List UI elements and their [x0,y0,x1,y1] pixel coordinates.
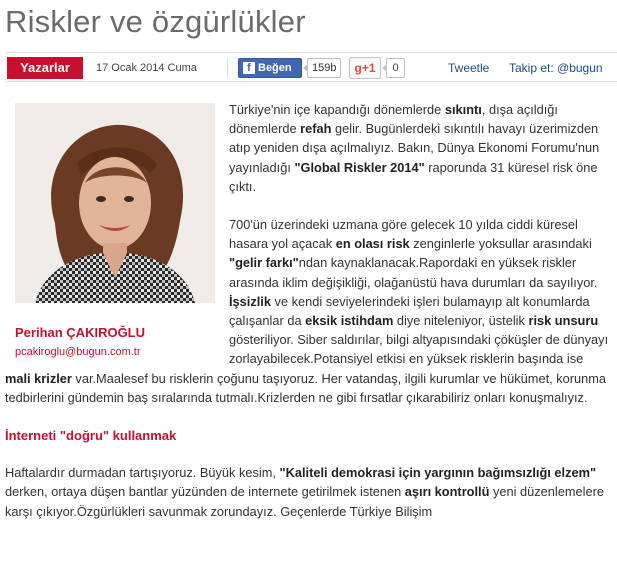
google-plus-button[interactable]: g+1 [349,57,381,79]
facebook-icon: f [243,62,255,74]
follow-link[interactable]: Takip et: @bugun [509,61,603,75]
category-badge[interactable]: Yazarlar [7,57,83,79]
article-paragraph-2: 700'ün üzerindeki uzmana göre gelecek 10 yılda ciddi küresel hasara yol açacak en olası risk zenginlerle yoksullar arasındaki "gelir farkı"ndan kaynaklanacak.Rapordaki en yüksek riskler arasında iklim değişikliği, olağanüstü hava durumları da sayılıyor. İşsizlik ve kendi seviyelerindeki işleri bulamayıp alt konumlarda çalışanlar da eksik istihdam diye niteleniyor, üstelik risk unsuru gösteriliyor. Siber saldırılar, bilgi altyapısındaki çöküşler de dünyayı zorlayabilecek.Potansiyel etkisi en yüksek risklerin başında ise mali krizler var.Maalesef bu risklerin çoğunu taşıyoruz. Her vatandaş, ilgili kurumlar ve hükümet, korunma tedbirlerini gündemin baş sıralarında tutmalı.Krizlerden ne gibi fırsatlar çıkarabiliriz onları konuşmalıyız. [5,217,609,405]
article-paragraph-1: Türkiye'nin içe kapandığı dönemlerde sıkıntı, dışa açıldığı dönemlerde refah gelir. Bugünlerdeki sıkıntılı havayı üzerimizden atıp yeniden dışa açılmalıyız. Bakın, Dünya Ekonomi Forumu'nun yayınladığı "Global Riskler 2014" raporunda 31 küresel risk öne çıktı. [229,102,600,194]
google-plus-count: 0 [386,58,405,78]
article-subheading: İnterneti "doğru" kullanmak [5,428,177,444]
author-box [5,100,217,370]
author-name: Perihan ÇAKIROĞLU [15,325,146,340]
facebook-like-label: Beğen [258,62,292,74]
facebook-like-button[interactable] [238,58,302,78]
author-email-link[interactable]: pcakiroglu@bugun.com.tr [15,346,141,358]
facebook-like-count: 159b [307,58,341,78]
author-photo [15,103,215,303]
author-portrait-icon [15,103,215,303]
article-date: 17 Ocak 2014 Cuma [96,62,197,74]
meta-divider [227,59,228,77]
article-title: Riskler ve özgürlükler [5,4,306,39]
article-paragraph-3: Haftalardır durmadan tartışıyoruz. Büyük kesim, "Kaliteli demokrasi için yargının bağımsızlığı elzem" derken, ortaya düşen bantlar yüzünden de internete getirilmek istenen aşırı kontrollü yeni düzenlemelere karşı çıkıyor.Özgürlükleri savunmak zorundayız. Geçenlerde Türkiye Bilişim [5,465,604,519]
article-meta-bar [5,52,617,82]
tweet-link[interactable]: Tweetle [448,61,490,75]
